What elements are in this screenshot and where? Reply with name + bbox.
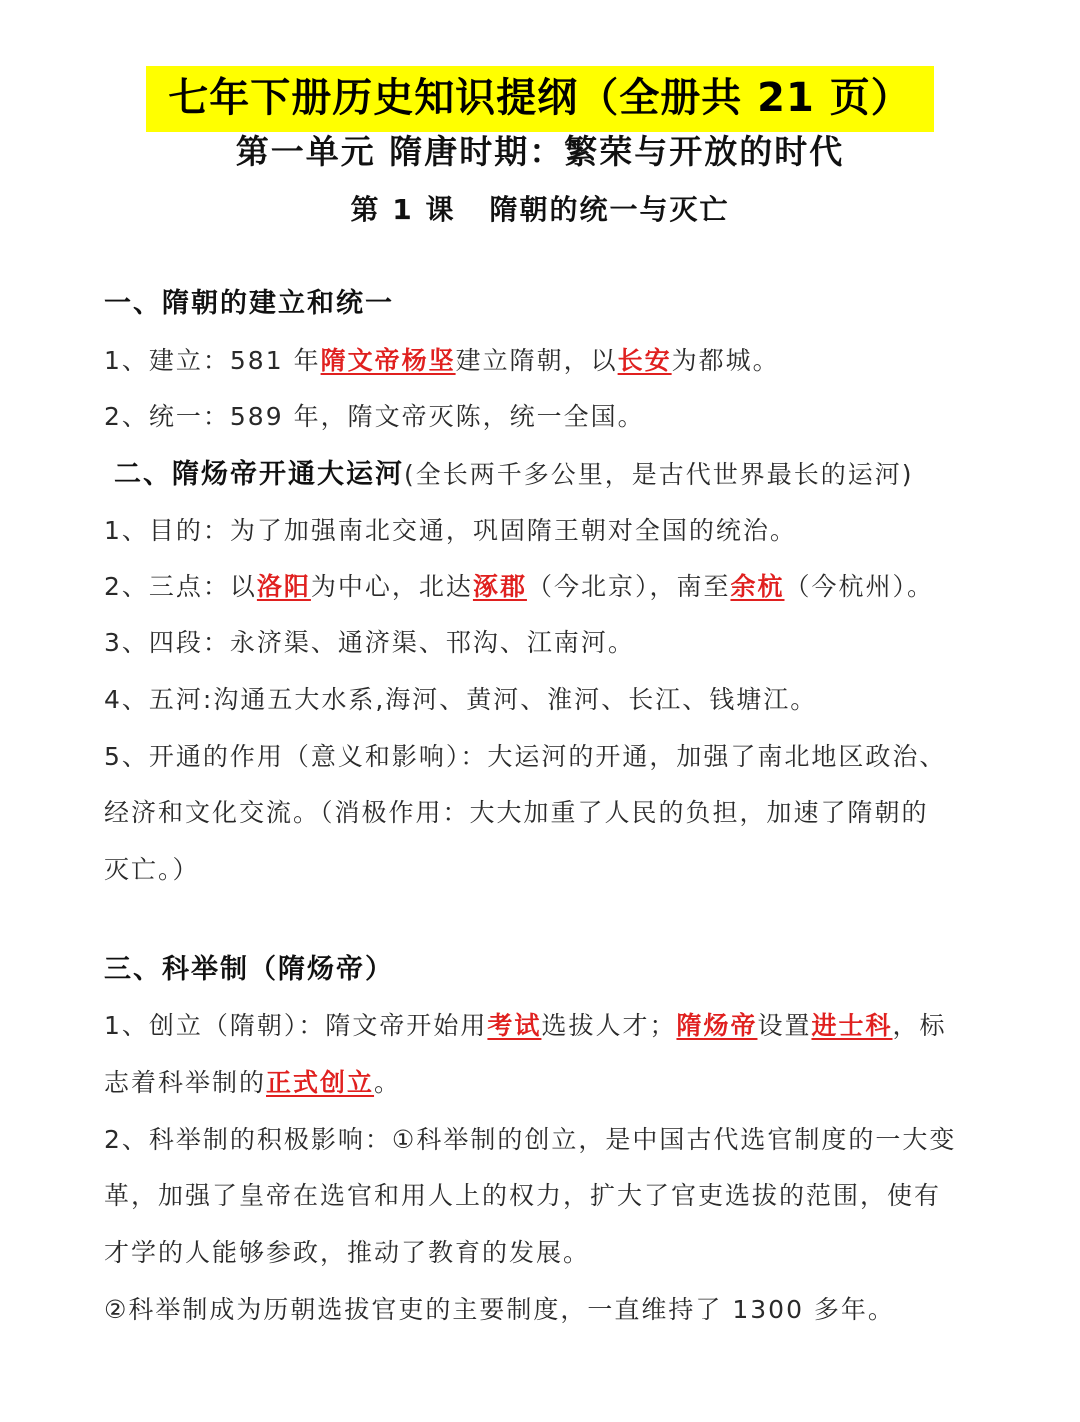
section3-item1-prefix: 1、创立（隋朝）：隋文帝开始用 [104, 1011, 488, 1040]
section1-item2: 2、统一：589 年，隋文帝灭陈，统一全国。 [104, 402, 645, 431]
section3-item1-line1 [104, 1006, 984, 1046]
section2-item5-line2: 经济和文化交流。（消极作用：大大加重了人民的负担，加速了隋朝的 [104, 798, 929, 827]
section3-heading: 三、科举制（隋炀帝） [104, 954, 394, 985]
key-term-zhuojun: 涿郡 [472, 572, 527, 601]
key-term-luoyang: 洛阳 [256, 572, 311, 601]
section1-item1-mid: 建立隋朝，以 [455, 346, 618, 375]
section2-item3: 3、四段：永济渠、通济渠、邗沟、江南河。 [104, 628, 635, 657]
key-term-exam: 考试 [487, 1011, 542, 1040]
section2-item2-suffix: （今杭州）。 [784, 572, 934, 601]
section2-item5-line1: 5、开通的作用（意义和影响）：大运河的开通，加强了南北地区政治、 [104, 742, 947, 771]
section1-item1 [104, 341, 984, 381]
section2-item2-mid1: 为中心，北达 [310, 572, 473, 601]
section1-item1-suffix: 为都城。 [671, 346, 780, 375]
section3-item2-line2: 革，加强了皇帝在选官和用人上的权力，扩大了官吏选拔的范围，使有 [104, 1181, 942, 1210]
section2-item2 [104, 567, 984, 607]
section3-item1-line2-prefix: 志着科举制的 [104, 1068, 267, 1097]
section3-item2-line3: 才学的人能够参政，推动了教育的发展。 [104, 1238, 591, 1267]
section2-item4: 4、五河:沟通五大水系,海河、黄河、淮河、长江、钱塘江。 [104, 685, 818, 714]
lesson-number: 第 1 课 [350, 193, 456, 226]
document-title: 七年下册历史知识提纲（全册共 21 页） [146, 66, 934, 132]
section1-item1-prefix: 1、建立：581 年 [104, 346, 321, 375]
key-term-emperor: 隋文帝杨坚 [320, 346, 456, 375]
lesson-heading [0, 186, 1080, 234]
section2-item2-prefix: 2、三点：以 [104, 572, 257, 601]
section3-item1-line2-suffix: 。 [374, 1068, 402, 1097]
section3-item1-suffix: ，标 [892, 1011, 947, 1040]
section1-heading: 一、隋朝的建立和统一 [104, 288, 394, 319]
section3-item3: ②科举制成为历朝选拔官吏的主要制度，一直维持了 1300 多年。 [104, 1295, 895, 1324]
section2-item2-mid2: （今北京），南至 [526, 572, 731, 601]
section2-heading-note: (全长两千多公里，是古代世界最长的运河) [404, 460, 914, 489]
title-wrapper [0, 66, 1080, 132]
key-term-jinshi: 进士科 [811, 1011, 893, 1040]
section3-item1-line2 [104, 1063, 984, 1103]
section3-item1-mid2: 设置 [757, 1011, 812, 1040]
section3-item2-line1: 2、科举制的积极影响：①科举制的创立，是中国古代选官制度的一大变 [104, 1125, 957, 1154]
section2-item5-line3: 灭亡。） [104, 855, 200, 884]
section2-heading-text: 二、隋炀帝开通大运河 [114, 459, 404, 490]
unit-heading: 第一单元 隋唐时期：繁荣与开放的时代 [235, 132, 845, 171]
key-term-yuhang: 余杭 [730, 572, 785, 601]
section2-heading [114, 455, 994, 495]
key-term-formal-establishment: 正式创立 [266, 1068, 375, 1097]
key-term-yangdi: 隋炀帝 [676, 1011, 758, 1040]
lesson-name: 隋朝的统一与灭亡 [489, 193, 730, 226]
section2-item1: 1、目的：为了加强南北交通，巩固隋王朝对全国的统治。 [104, 516, 797, 545]
section3-item1-mid1: 选拔人才； [541, 1011, 677, 1040]
key-term-capital: 长安 [617, 346, 672, 375]
